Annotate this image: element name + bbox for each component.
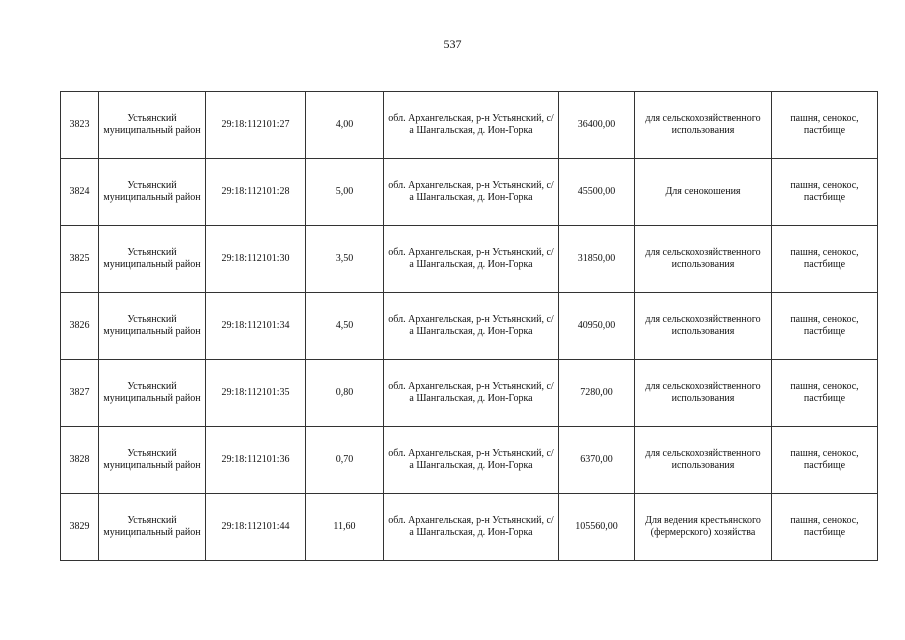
cadastral-value-cell: 40950,00	[559, 293, 635, 360]
address-cell: обл. Архангельская, р-н Устьянский, с/а Шангальская, д. Ион-Горка	[384, 92, 559, 159]
cadastral-number-cell: 29:18:112101:27	[206, 92, 306, 159]
cadastral-value-cell: 6370,00	[559, 427, 635, 494]
permitted-use-cell: для сельскохозяйственного использования	[635, 427, 772, 494]
table-row	[61, 293, 878, 360]
cadastral-value-cell: 31850,00	[559, 226, 635, 293]
cadastral-number-cell: 29:18:112101:35	[206, 360, 306, 427]
land-type-cell: пашня, сенокос, пастбище	[772, 494, 878, 561]
cadastral-value-cell: 36400,00	[559, 92, 635, 159]
address-cell: обл. Архангельская, р-н Устьянский, с/а Шангальская, д. Ион-Горка	[384, 427, 559, 494]
district-cell: Устьянский муниципальный район	[99, 92, 206, 159]
area-cell: 0,80	[306, 360, 384, 427]
permitted-use-cell: для сельскохозяйственного использования	[635, 360, 772, 427]
area-cell: 4,50	[306, 293, 384, 360]
area-cell: 11,60	[306, 494, 384, 561]
row-number-cell: 3823	[61, 92, 99, 159]
land-type-cell: пашня, сенокос, пастбище	[772, 226, 878, 293]
district-cell: Устьянский муниципальный район	[99, 494, 206, 561]
cadastral-number-cell: 29:18:112101:28	[206, 159, 306, 226]
area-cell: 3,50	[306, 226, 384, 293]
land-type-cell: пашня, сенокос, пастбище	[772, 427, 878, 494]
area-cell: 4,00	[306, 92, 384, 159]
address-cell: обл. Архангельская, р-н Устьянский, с/а Шангальская, д. Ион-Горка	[384, 360, 559, 427]
land-type-cell: пашня, сенокос, пастбище	[772, 159, 878, 226]
row-number-cell: 3829	[61, 494, 99, 561]
address-cell: обл. Архангельская, р-н Устьянский, с/а Шангальская, д. Ион-Горка	[384, 293, 559, 360]
land-type-cell: пашня, сенокос, пастбище	[772, 360, 878, 427]
table-row	[61, 360, 878, 427]
district-cell: Устьянский муниципальный район	[99, 293, 206, 360]
district-cell: Устьянский муниципальный район	[99, 427, 206, 494]
row-number-cell: 3826	[61, 293, 99, 360]
cadastral-number-cell: 29:18:112101:30	[206, 226, 306, 293]
table-row	[61, 92, 878, 159]
address-cell: обл. Архангельская, р-н Устьянский, с/а Шангальская, д. Ион-Горка	[384, 159, 559, 226]
area-cell: 0,70	[306, 427, 384, 494]
address-cell: обл. Архангельская, р-н Устьянский, с/а Шангальская, д. Ион-Горка	[384, 494, 559, 561]
land-type-cell: пашня, сенокос, пастбище	[772, 92, 878, 159]
cadastral-value-cell: 7280,00	[559, 360, 635, 427]
table-row	[61, 494, 878, 561]
land-plots-table	[60, 91, 878, 561]
area-cell: 5,00	[306, 159, 384, 226]
cadastral-number-cell: 29:18:112101:44	[206, 494, 306, 561]
row-number-cell: 3824	[61, 159, 99, 226]
district-cell: Устьянский муниципальный район	[99, 226, 206, 293]
row-number-cell: 3827	[61, 360, 99, 427]
page-number: 537	[443, 37, 462, 51]
district-cell: Устьянский муниципальный район	[99, 360, 206, 427]
district-cell: Устьянский муниципальный район	[99, 159, 206, 226]
cadastral-value-cell: 45500,00	[559, 159, 635, 226]
permitted-use-cell: для сельскохозяйственного использования	[635, 293, 772, 360]
permitted-use-cell: для сельскохозяйственного использования	[635, 92, 772, 159]
land-type-cell: пашня, сенокос, пастбище	[772, 293, 878, 360]
row-number-cell: 3825	[61, 226, 99, 293]
address-cell: обл. Архангельская, р-н Устьянский, с/а Шангальская, д. Ион-Горка	[384, 226, 559, 293]
table-row	[61, 427, 878, 494]
table-row	[61, 159, 878, 226]
permitted-use-cell: для сельскохозяйственного использования	[635, 226, 772, 293]
cadastral-number-cell: 29:18:112101:34	[206, 293, 306, 360]
permitted-use-cell: Для сенокошения	[635, 159, 772, 226]
permitted-use-cell: Для ведения крестьянского (фермерского) хозяйства	[635, 494, 772, 561]
row-number-cell: 3828	[61, 427, 99, 494]
table-body	[61, 92, 878, 561]
cadastral-number-cell: 29:18:112101:36	[206, 427, 306, 494]
cadastral-value-cell: 105560,00	[559, 494, 635, 561]
table-row	[61, 226, 878, 293]
